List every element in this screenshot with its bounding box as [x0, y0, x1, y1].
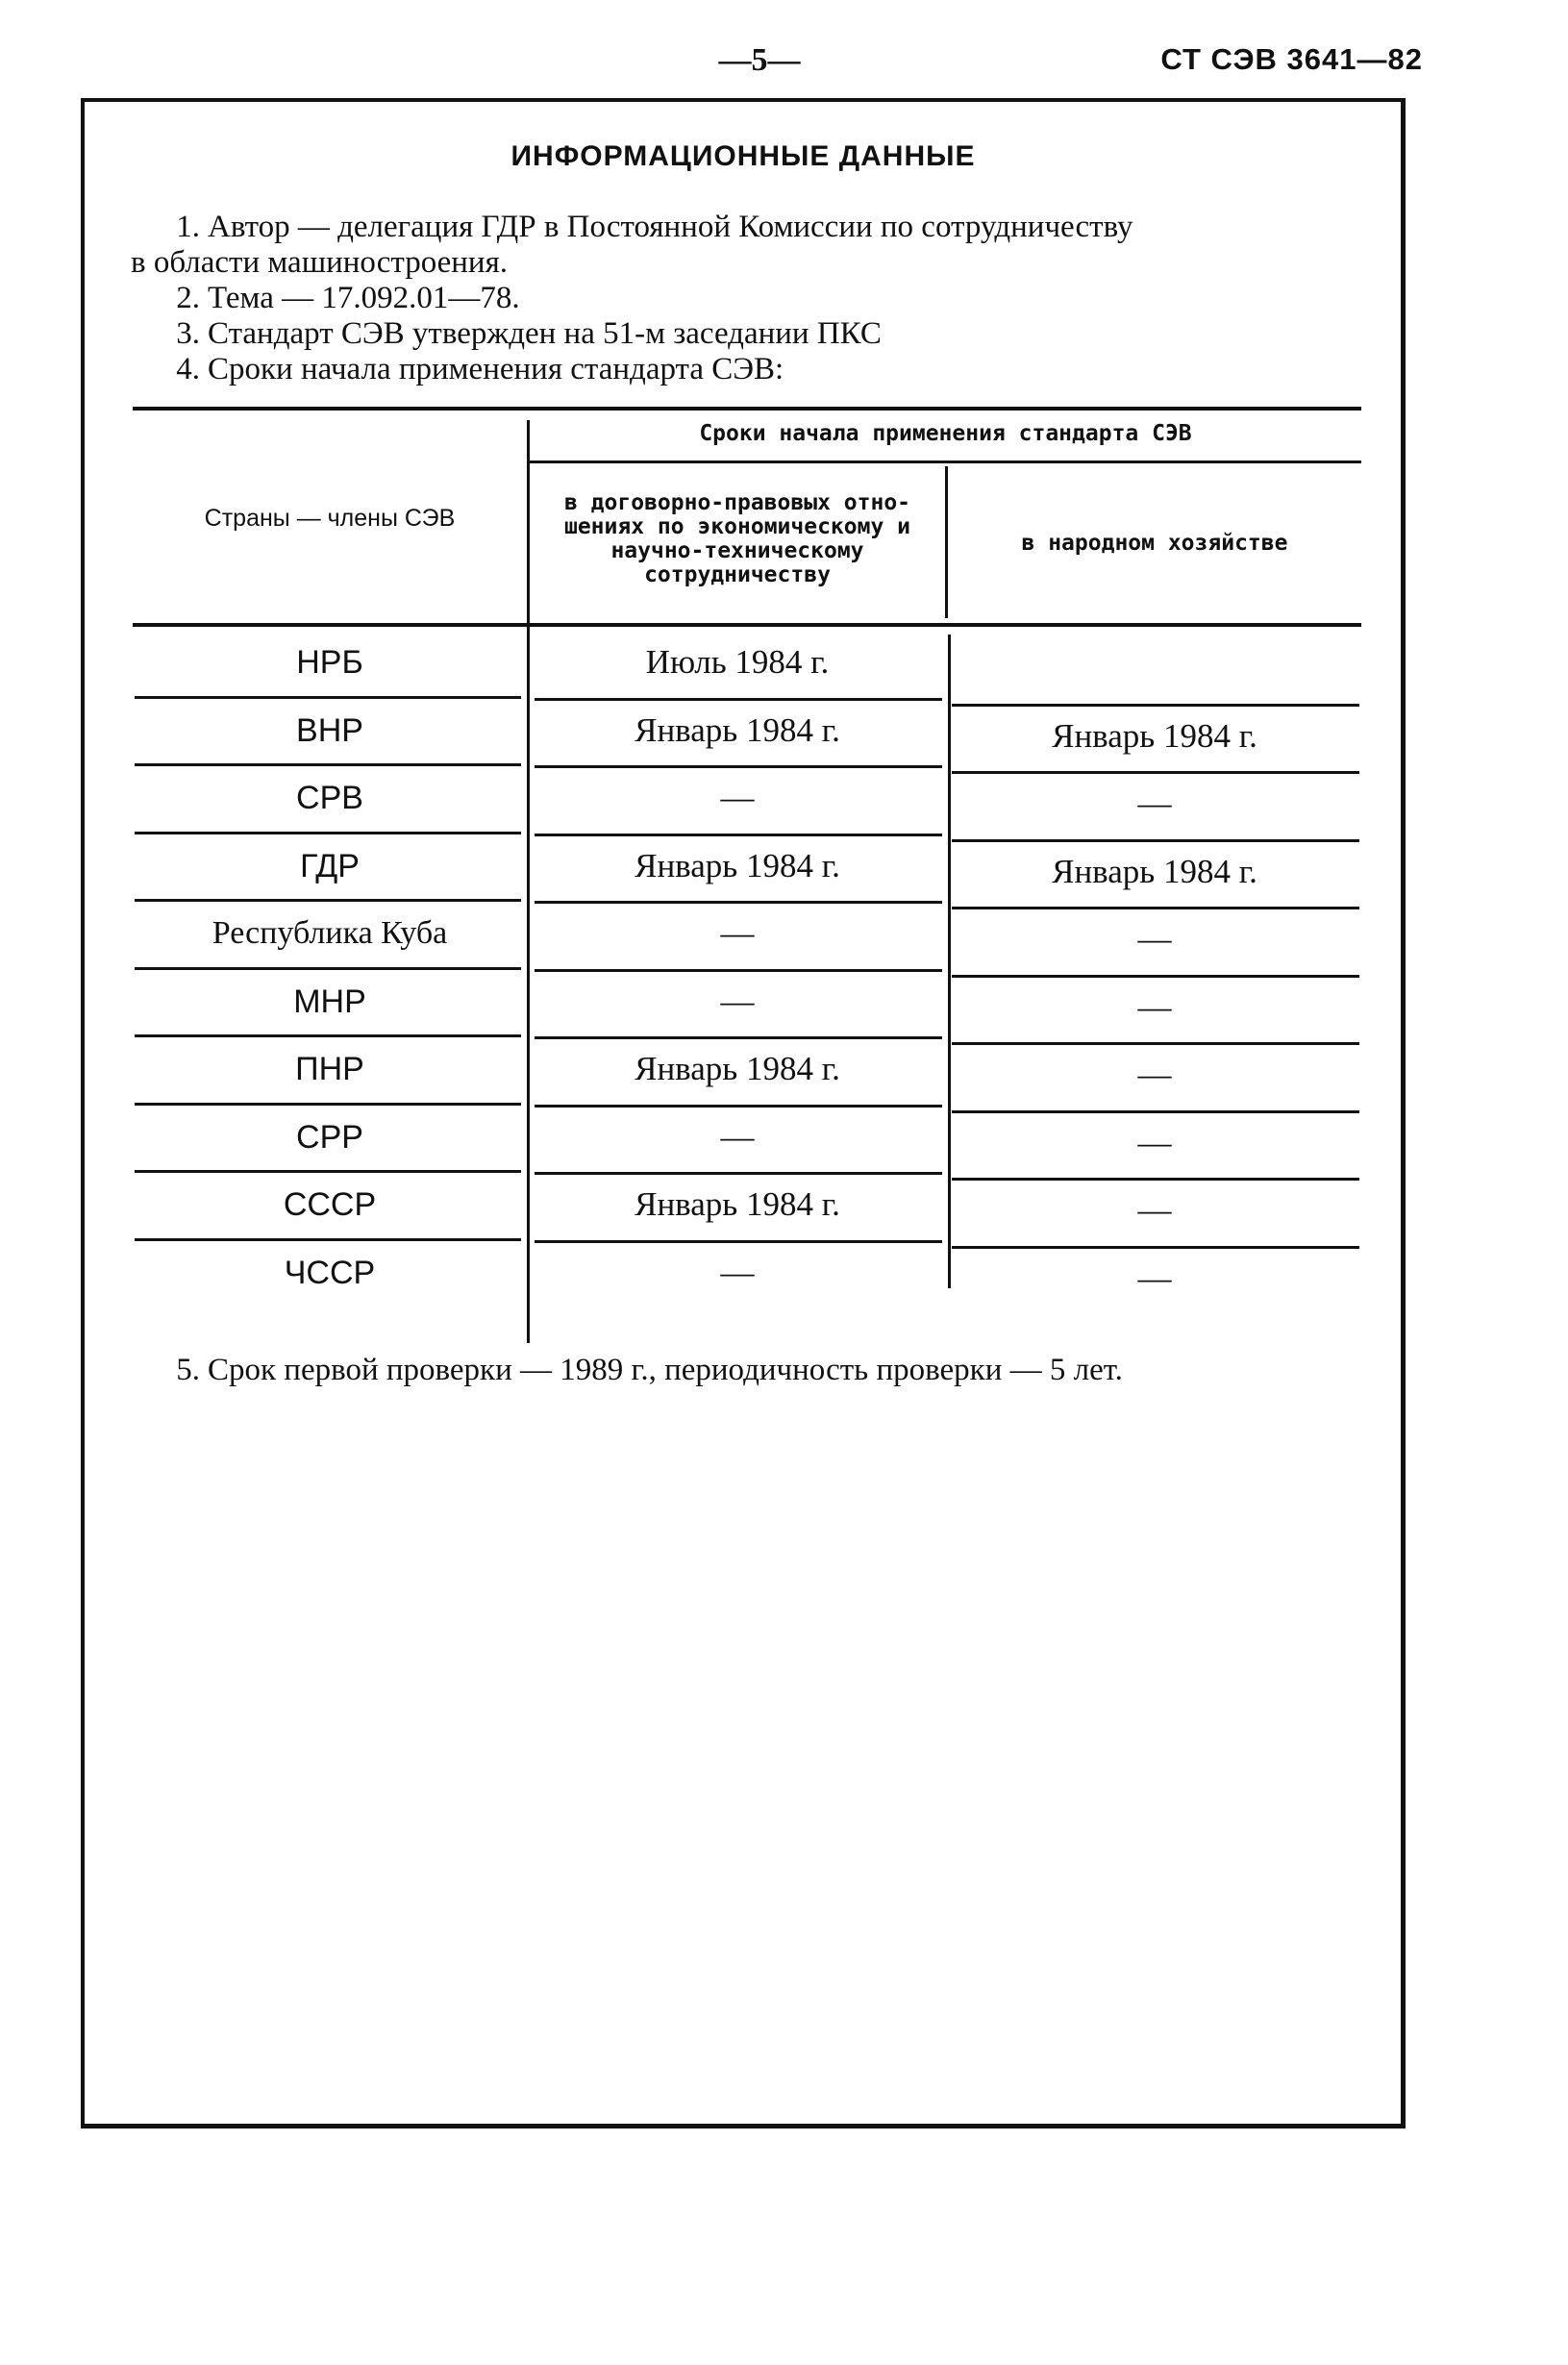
row-rule-contract — [535, 834, 942, 836]
row-rule-economy — [952, 907, 1359, 909]
row-rule-contract — [535, 1105, 942, 1108]
cell-country: Республика Куба — [212, 915, 448, 951]
item-number: 3. — [176, 316, 200, 351]
dates-table — [133, 407, 1361, 1344]
row-rule-country — [135, 696, 521, 699]
header-contract-line: сотрудничеству — [644, 562, 831, 587]
cell-contract: — — [720, 779, 755, 816]
cell-country: СРВ — [296, 780, 363, 816]
header-group-rule — [529, 461, 1361, 463]
row-rule-country — [135, 899, 521, 902]
row-rule-contract — [535, 901, 942, 904]
cell-country: ВНР — [296, 711, 363, 749]
page-number: —5— — [718, 42, 801, 78]
row-rule-economy — [952, 1246, 1359, 1249]
row-rule-economy — [952, 975, 1359, 978]
table-top-rule — [133, 407, 1361, 411]
row-rule-economy — [952, 1178, 1359, 1181]
row-rule-contract — [535, 765, 942, 768]
cell-contract: Январь 1984 г. — [635, 1185, 840, 1223]
header-bottom-rule — [133, 623, 1361, 627]
item-text: Срок первой проверки — 1989 г., периодичность проверки — 5 лет. — [208, 1353, 1123, 1387]
row-rule-country — [135, 763, 521, 766]
cell-contract: — — [720, 982, 755, 1020]
cell-country: ГДР — [300, 847, 360, 884]
cell-country: ЧССР — [284, 1254, 376, 1291]
header-group: Сроки начала применения стандарта СЭВ — [699, 421, 1192, 446]
cell-economy: — — [1137, 1191, 1172, 1229]
item-text: Стандарт СЭВ утвержден на 51-м заседании ПКС — [208, 316, 882, 351]
row-rule-contract — [535, 1036, 942, 1039]
cell-economy: — — [1137, 1258, 1172, 1297]
cell-contract: Июль 1984 г. — [645, 643, 830, 681]
header-economy: в народном хозяйстве — [1021, 531, 1288, 556]
cell-country: СРР — [296, 1118, 363, 1156]
cell-contract: Январь 1984 г. — [635, 1050, 840, 1087]
header-countries: Страны — члены СЭВ — [204, 505, 456, 532]
cell-economy: Январь 1984 г. — [1052, 716, 1257, 755]
row-rule-country — [135, 1238, 521, 1241]
item-text: Сроки начала применения стандарта СЭВ: — [208, 352, 784, 386]
row-rule-economy — [952, 771, 1359, 774]
header-contract-line: в договорно-правовых отно- — [563, 490, 911, 515]
cell-contract: — — [720, 1253, 755, 1291]
row-rule-country — [135, 967, 521, 970]
cell-economy: — — [1137, 920, 1172, 958]
info-item-2 — [133, 281, 1382, 316]
row-rule-economy — [952, 1042, 1359, 1045]
item-text: Тема — 17.092.01—78. — [208, 281, 520, 315]
section-title: ИНФОРМАЦИОННЫЕ ДАННЫЕ — [510, 140, 976, 172]
row-rule-contract — [535, 1240, 942, 1243]
row-rule-country — [135, 1103, 521, 1106]
info-item-1-continuation: в области машиностроения. — [131, 245, 509, 280]
item-number: 1. — [176, 210, 200, 244]
item-text: Автор — делегация ГДР в Постоянной Комиссии по сотрудничеству — [208, 210, 1133, 244]
cell-economy: — — [1137, 1056, 1172, 1093]
row-rule-economy — [952, 704, 1359, 707]
item-number: 4. — [176, 352, 200, 386]
info-item-5 — [133, 1353, 1382, 1388]
row-rule-economy — [952, 839, 1359, 842]
info-item-1 — [133, 210, 1382, 245]
cell-country: МНР — [293, 983, 366, 1020]
cell-economy: — — [1137, 784, 1172, 822]
row-rule-contract — [535, 1172, 942, 1175]
cell-country: НРБ — [296, 644, 363, 681]
item-number: 5. — [176, 1353, 200, 1387]
cell-contract: Январь 1984 г. — [635, 710, 840, 749]
row-rule-contract — [535, 969, 942, 972]
cell-country: СССР — [283, 1186, 377, 1223]
standard-code: СТ СЭВ 3641—82 — [1160, 42, 1423, 76]
cell-contract: — — [720, 1117, 755, 1156]
row-rule-country — [135, 1170, 521, 1173]
header-contract — [530, 491, 945, 587]
cell-contract: — — [720, 914, 755, 952]
info-item-4 — [133, 352, 1382, 387]
item-number: 2. — [176, 281, 200, 315]
header-contract-line: научно-техническому — [610, 538, 864, 563]
row-rule-country — [135, 1034, 521, 1037]
row-rule-contract — [535, 698, 942, 701]
cell-economy: — — [1137, 987, 1172, 1026]
cell-economy: — — [1137, 1123, 1172, 1161]
cell-contract: Январь 1984 г. — [635, 846, 840, 884]
header-contract-line: шениях по экономическому и — [563, 514, 911, 539]
cell-country: ПНР — [295, 1051, 364, 1087]
row-rule-country — [135, 832, 521, 834]
cell-economy: Январь 1984 г. — [1052, 852, 1257, 890]
info-item-3 — [133, 316, 1382, 352]
row-rule-economy — [952, 1110, 1359, 1113]
